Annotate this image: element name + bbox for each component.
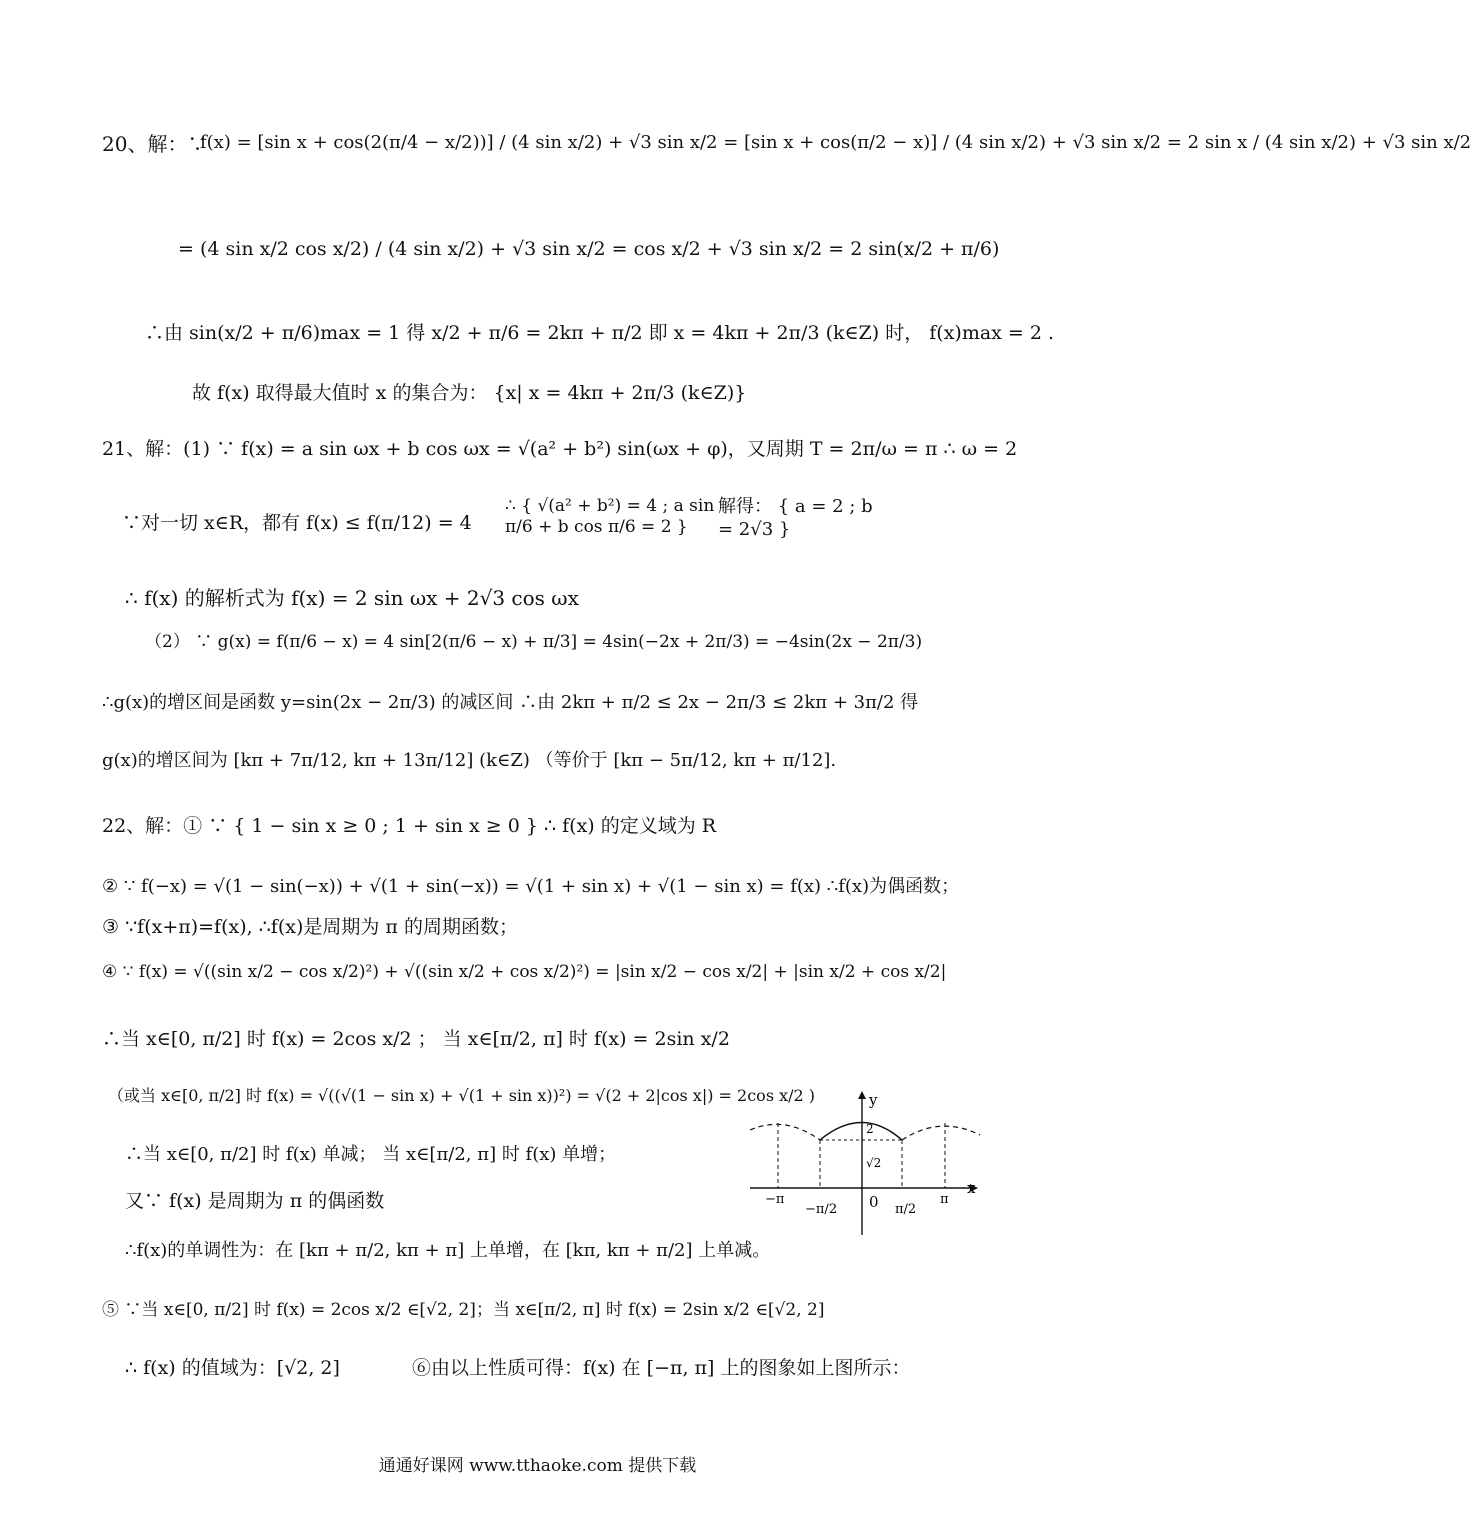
tick-neg-pi: −π bbox=[765, 1192, 785, 1207]
problem-22-line-7: ∴当 x∈[0, π/2] 时 f(x) 单减； 当 x∈[π/2, π] 时 f(x) 单增； bbox=[125, 1144, 617, 1165]
problem-20-header: 20、解：∵ bbox=[102, 132, 208, 156]
problem-22-line-2: ② ∵ f(−x) = √(1 − sin(−x)) + √(1 + sin(−x)) = √(1 + sin x) + √(1 − sin x) = f(x) ∴f(x)为偶函数； bbox=[102, 876, 960, 897]
problem-22-line-3: ③ ∵f(x+π)=f(x), ∴f(x)是周期为 π 的周期函数； bbox=[102, 916, 518, 938]
curve-right-dashed bbox=[902, 1126, 980, 1140]
curve-middle bbox=[820, 1123, 902, 1141]
problem-20-line-3: ∴由 sin(x/2 + π/6)max = 1 得 x/2 + π/6 = 2kπ + π/2 即 x = 4kπ + 2π/3 (k∈Z) 时， f(x)max = 2 . bbox=[145, 322, 1055, 344]
problem-22-line-5: ∴当 x∈[0, π/2] 时 f(x) = 2cos x/2 ； 当 x∈[π/2, π] 时 f(x) = 2sin x/2 bbox=[102, 1028, 730, 1050]
problem-21-line-6: g(x)的增区间为 [kπ + 7π/12, kπ + 13π/12] (k∈Z) （等价于 [kπ − 5π/12, kπ + π/12]. bbox=[102, 750, 837, 771]
problem-21-line-3: ∴ f(x) 的解析式为 f(x) = 2 sin ωx + 2√3 cos ωx bbox=[125, 586, 579, 610]
y-axis-arrow bbox=[858, 1091, 866, 1099]
problem-20-line-2: = (4 sin x/2 cos x/2) / (4 sin x/2) + √3 sin x/2 = cos x/2 + √3 sin x/2 = 2 sin(x/2 + π/6) bbox=[178, 238, 1000, 260]
problem-21-line-1: 21、解：(1) ∵ f(x) = a sin ωx + b cos ωx = √(a² + b²) sin(ωx + φ)，又周期 T = 2π/ω = π ∴ ω = 2 bbox=[102, 438, 1018, 460]
x-axis-label: x bbox=[967, 1179, 976, 1197]
curve-left-dashed bbox=[750, 1124, 820, 1140]
y-axis-label: y bbox=[869, 1091, 878, 1109]
problem-20-line-4: 故 f(x) 取得最大值时 x 的集合为： {x| x = 4kπ + 2π/3 (k∈Z)} bbox=[192, 382, 747, 404]
page-footer: 通通好课网 www.tthaoke.com 提供下载 bbox=[378, 1456, 697, 1476]
problem-22-line-4: ④ ∵ f(x) = √((sin x/2 − cos x/2)²) + √((sin x/2 + cos x/2)²) = |sin x/2 − cos x/2| + |sin x/2 + cos x/2| bbox=[102, 962, 947, 982]
tick-y-sqrt2: √2 bbox=[866, 1156, 882, 1170]
problem-21-line-5: ∴g(x)的增区间是函数 y=sin(2x − 2π/3) 的减区间 ∴由 2kπ + π/2 ≤ 2x − 2π/3 ≤ 2kπ + 3π/2 得 bbox=[102, 692, 919, 713]
problem-22-line-8: 又∵ f(x) 是周期为 π 的偶函数 bbox=[125, 1190, 385, 1212]
problem-21-line-4: （2） ∵ g(x) = f(π/6 − x) = 4 sin[2(π/6 − x) + π/3] = 4sin(−2x + 2π/3) = −4sin(2x − 2π/3) bbox=[145, 632, 923, 652]
origin-label: 0 bbox=[869, 1193, 879, 1211]
problem-22-line-1: 22、解：① ∵ { 1 − sin x ≥ 0 ; 1 + sin x ≥ 0 } ∴ f(x) 的定义域为 R bbox=[102, 815, 717, 837]
problem-22-line-11a: ∴ f(x) 的值域为：[√2, 2] bbox=[125, 1357, 340, 1379]
tick-neg-half-pi: −π/2 bbox=[805, 1202, 838, 1217]
problem-22-line-9: ∴f(x)的单调性为：在 [kπ + π/2, kπ + π] 上单增，在 [kπ, kπ + π/2] 上单减。 bbox=[125, 1240, 771, 1261]
problem-21-line-2a: ∵对一切 x∈R，都有 f(x) ≤ f(π/12) = 4 bbox=[122, 512, 472, 534]
tick-half-pi: π/2 bbox=[895, 1202, 917, 1217]
problem-21-line-2b: ∴ { √(a² + b²) = 4 ; a sin π/6 + b cos π/6 = 2 } bbox=[505, 496, 715, 538]
tick-pi: π bbox=[940, 1192, 949, 1207]
problem-22-line-10: ⑤ ∵当 x∈[0, π/2] 时 f(x) = 2cos x/2 ∈[√2, 2]；当 x∈[π/2, π] 时 f(x) = 2sin x/2 ∈[√2, 2] bbox=[102, 1300, 825, 1320]
function-graph bbox=[745, 1085, 995, 1245]
problem-22-line-11b: ⑥由以上性质可得：f(x) 在 [−π, π] 上的图象如上图所示： bbox=[412, 1357, 911, 1379]
problem-20-line-1: f(x) = [sin x + cos(2(π/4 − x/2))] / (4 sin x/2) + √3 sin x/2 = [sin x + cos(π/2 − x)] / (4 sin x/2) + √3 sin x/2 = 2 sin x / (4 sin x/2) + √3 sin x/2 bbox=[200, 132, 1471, 153]
tick-y-2: 2 bbox=[866, 1122, 874, 1136]
problem-21-line-2c: 解得： { a = 2 ; b = 2√3 } bbox=[718, 496, 873, 540]
problem-22-line-6: （或当 x∈[0, π/2] 时 f(x) = √((√(1 − sin x) + √(1 + sin x))²) = √(2 + 2|cos x|) = 2cos x/2 ) bbox=[108, 1086, 816, 1105]
